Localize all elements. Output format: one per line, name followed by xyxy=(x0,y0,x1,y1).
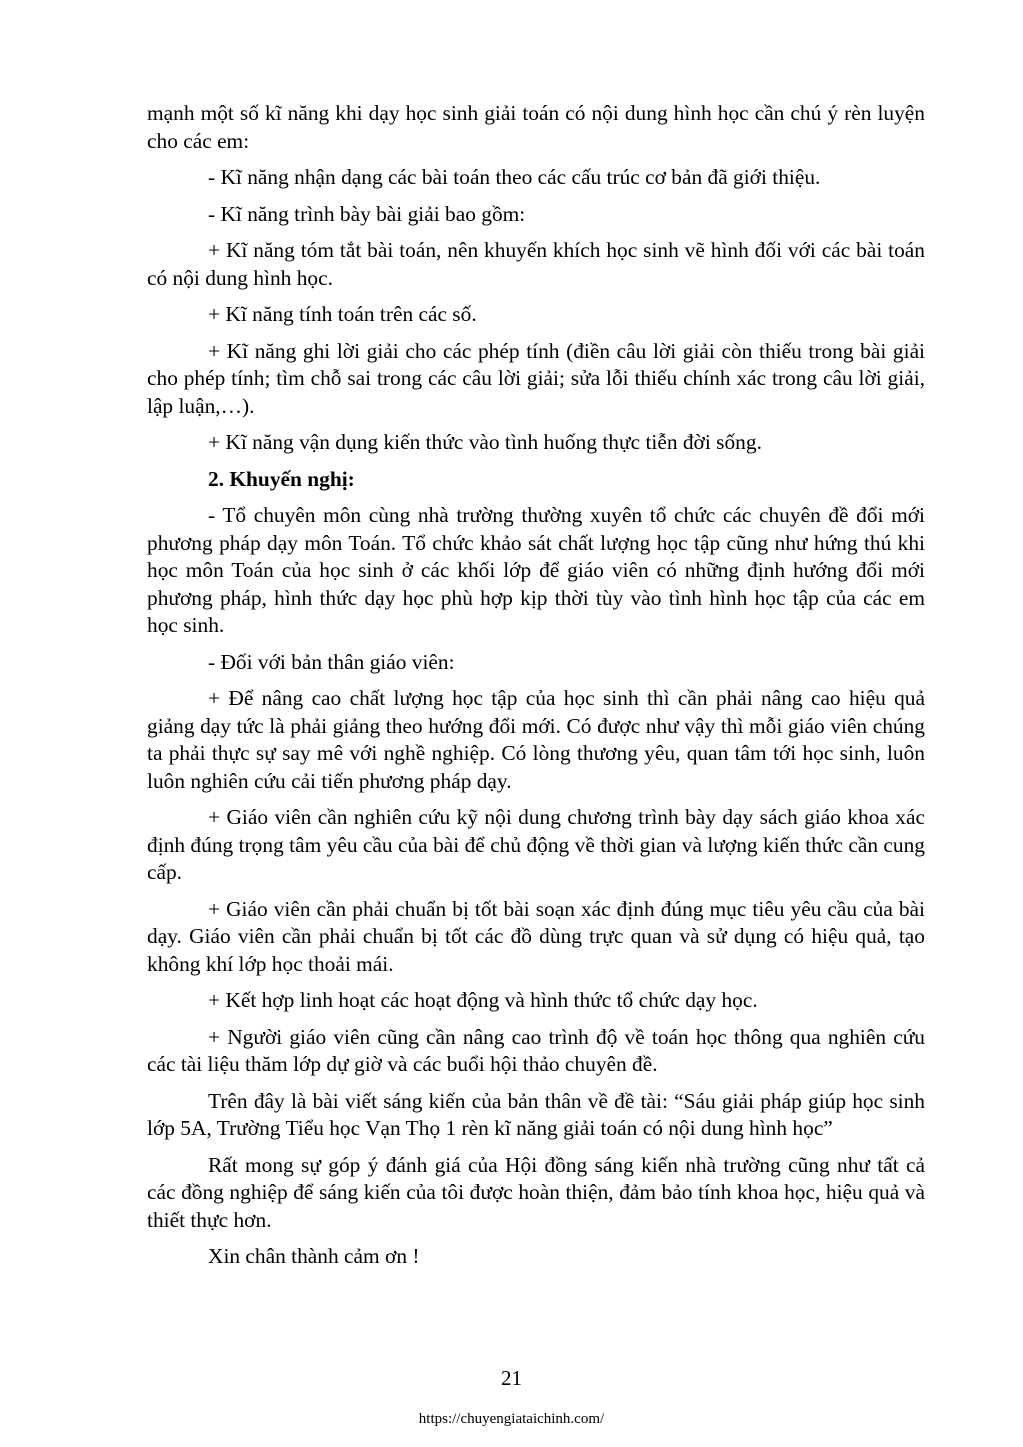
page-number: 21 xyxy=(501,1366,522,1390)
paragraph: + Giáo viên cần nghiên cứu kỹ nội dung chương trình bày dạy sách giáo khoa xác định đúng trọng tâm yêu cầu của bài để chủ động về thời gian và lượng kiến thức cần cung cấp. xyxy=(147,805,925,884)
paragraph: + Kết hợp linh hoạt các hoạt động và hình thức tổ chức dạy học. xyxy=(208,988,758,1012)
list-item: - Kĩ năng trình bày bài giải bao gồm: xyxy=(208,201,526,226)
paragraph: - Tổ chuyên môn cùng nhà trường thường xuyên tổ chức các chuyên đề đổi mới phương pháp dạy môn Toán. Tổ chức khảo sát chất lượng học tập cũng như hứng thú khi học môn Toán của học sinh ở các khối lớp để giáo viên có những định hướng đổi mới phương pháp, hình thức dạy học phù hợp kịp thời tùy vào tình hình học tập của các em học sinh. xyxy=(147,503,925,637)
list-item: + Kĩ năng tóm tắt bài toán, nên khuyến khích học sinh vẽ hình đối với các bài toán có nội dung hình học. xyxy=(147,238,925,290)
document-body xyxy=(147,100,925,1280)
paragraph: - Đối với bản thân giáo viên: xyxy=(208,649,455,674)
paragraph: + Giáo viên cần phải chuẩn bị tốt bài soạn xác định đúng mục tiêu yêu cầu của bài dạy. Giáo viên cần phải chuẩn bị tốt các đồ dùng trực quan và sử dụng có hiệu quả, tạo không khí lớp học thoải mái. xyxy=(147,896,925,976)
paragraph: Trên đây là bài viết sáng kiến của bản thân về đề tài: “Sáu giải pháp giúp học sinh lớp 5A, Trường Tiểu học Vạn Thọ 1 rèn kĩ năng giải toán có nội dung hình học” xyxy=(147,1088,925,1140)
list-item: + Kĩ năng vận dụng kiến thức vào tình huống thực tiễn đời sống. xyxy=(208,430,762,454)
paragraph: Rất mong sự góp ý đánh giá của Hội đồng sáng kiến nhà trường cũng như tất cả các đồng nghiệp để sáng kiến của tôi được hoàn thiện, đảm bảo tính khoa học, hiệu quả và thiết thực hơn. xyxy=(147,1152,925,1232)
section-heading: 2. Khuyến nghị: xyxy=(208,466,355,491)
list-item: - Kĩ năng nhận dạng các bài toán theo các cấu trúc cơ bản đã giới thiệu. xyxy=(208,165,821,189)
footer-url: https://chuyengiataichinh.com/ xyxy=(418,1411,605,1427)
list-item: + Kĩ năng ghi lời giải cho các phép tính (điền câu lời giải còn thiếu trong bài giải cho phép tính; tìm chỗ sai trong các câu lời giải; sửa lỗi thiếu chính xác trong câu lời giải, lập luận,…). xyxy=(147,338,925,418)
closing-line: Xin chân thành cảm ơn ! xyxy=(208,1244,420,1268)
paragraph: + Để nâng cao chất lượng học tập của học sinh thì cần phải nâng cao hiệu quả giảng dạy tức là phải giảng theo hướng đổi mới. Có được như vậy thì mỗi giáo viên chúng ta phải thực sự say mê với nghề nghiệp. Có lòng thương yêu, quan tâm tới học sinh, luôn luôn nghiên cứu cải tiến phương pháp dạy. xyxy=(147,686,925,793)
paragraph: mạnh một số kĩ năng khi dạy học sinh giải toán có nội dung hình học cần chú ý rèn luyện cho các em: xyxy=(147,101,925,153)
list-item: + Kĩ năng tính toán trên các số. xyxy=(208,302,477,326)
paragraph: + Người giáo viên cũng cần nâng cao trình độ về toán học thông qua nghiên cứu các tài liệu thăm lớp dự giờ và các buổi hội thảo chuyên đề. xyxy=(147,1024,925,1076)
